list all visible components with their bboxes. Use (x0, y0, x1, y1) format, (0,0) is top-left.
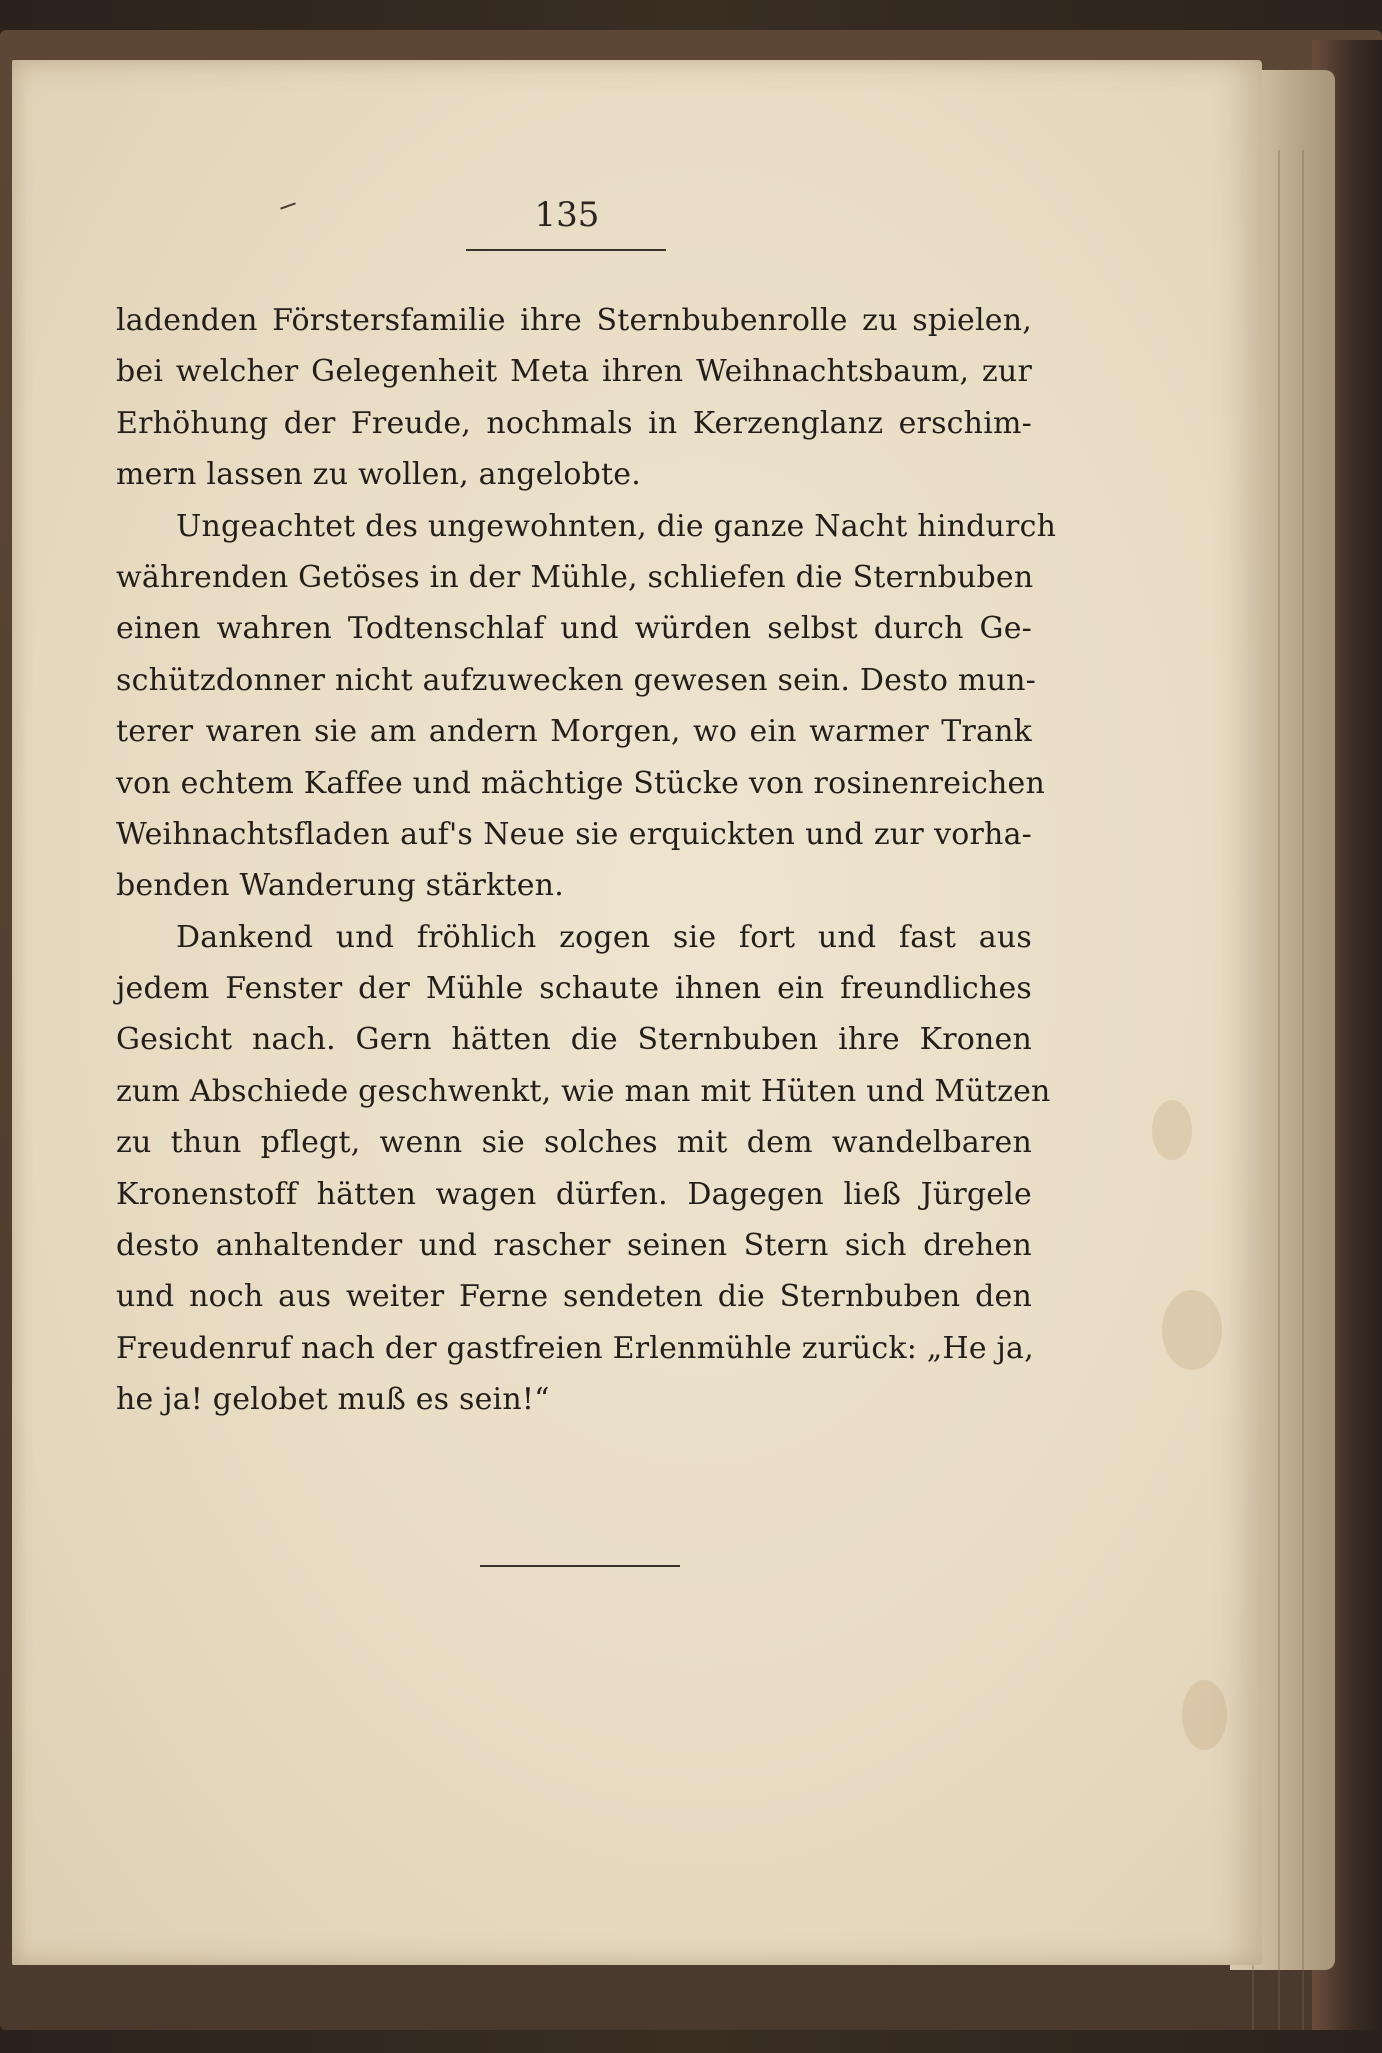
text-line: Kronenstoff hätten wagen dürfen. Dagegen ließ Jürgele (116, 1176, 1032, 1212)
text-line: he ja! gelobet muß es sein!“ (116, 1382, 550, 1418)
text-line: benden Wanderung stärkten. (116, 868, 564, 904)
text-line: Weihnachtsfladen auf's Neue sie erquickten und zur vorha- (116, 816, 1032, 852)
paper-stain (1182, 1680, 1227, 1750)
footer-rule (480, 1565, 680, 1567)
text-line: währenden Getöses in der Mühle, schliefen die Sternbuben (116, 559, 1034, 595)
text-line: jedem Fenster der Mühle schaute ihnen ein freundliches (116, 971, 1032, 1007)
text-line: schützdonner nicht aufzuwecken gewesen sein. Desto mun- (116, 662, 1036, 698)
text-line: zu thun pflegt, wenn sie solches mit dem wandelbaren (116, 1125, 1032, 1161)
text-line: zum Abschiede geschwenkt, wie man mit Hüten und Mützen (116, 1073, 1051, 1109)
text-line: mern lassen zu wollen, angelobte. (116, 457, 641, 493)
paper-stain (1162, 1290, 1222, 1370)
text-line: terer waren sie am andern Morgen, wo ein warmer Trank (116, 714, 1032, 750)
header-rule (466, 249, 666, 251)
text-line: Erhöhung der Freude, nochmals in Kerzenglanz erschim- (116, 405, 1032, 441)
paper-stain (1152, 1100, 1192, 1160)
text-line: desto anhaltender und rascher seinen Stern sich drehen (116, 1228, 1032, 1264)
text-line: Dankend und fröhlich zogen sie fort und fast aus (176, 919, 1032, 955)
text-line: Freudenruf nach der gastfreien Erlenmühle zurück: „He ja, (116, 1330, 1034, 1366)
text-line: einen wahren Todtenschlaf und würden selbst durch Ge- (116, 611, 1032, 647)
text-line: und noch aus weiter Ferne sendeten die Sternbuben den (116, 1279, 1032, 1315)
page-stack-line (1278, 150, 1280, 2030)
text-line: Ungeachtet des ungewohnten, die ganze Nacht hindurch (176, 508, 1057, 544)
page-stack-line (1302, 150, 1304, 2030)
text-line: ladenden Förstersfamilie ihre Sternbubenrolle zu spielen, (116, 303, 1032, 338)
body-text (116, 295, 1057, 1426)
text-line: von echtem Kaffee und mächtige Stücke von rosinenreichen (116, 765, 1046, 801)
text-line: Gesicht nach. Gern hätten die Sternbuben ihre Kronen (116, 1022, 1032, 1058)
page-number: 135 (534, 195, 600, 235)
text-line: bei welcher Gelegenheit Meta ihren Weihnachtsbaum, zur (116, 354, 1032, 390)
